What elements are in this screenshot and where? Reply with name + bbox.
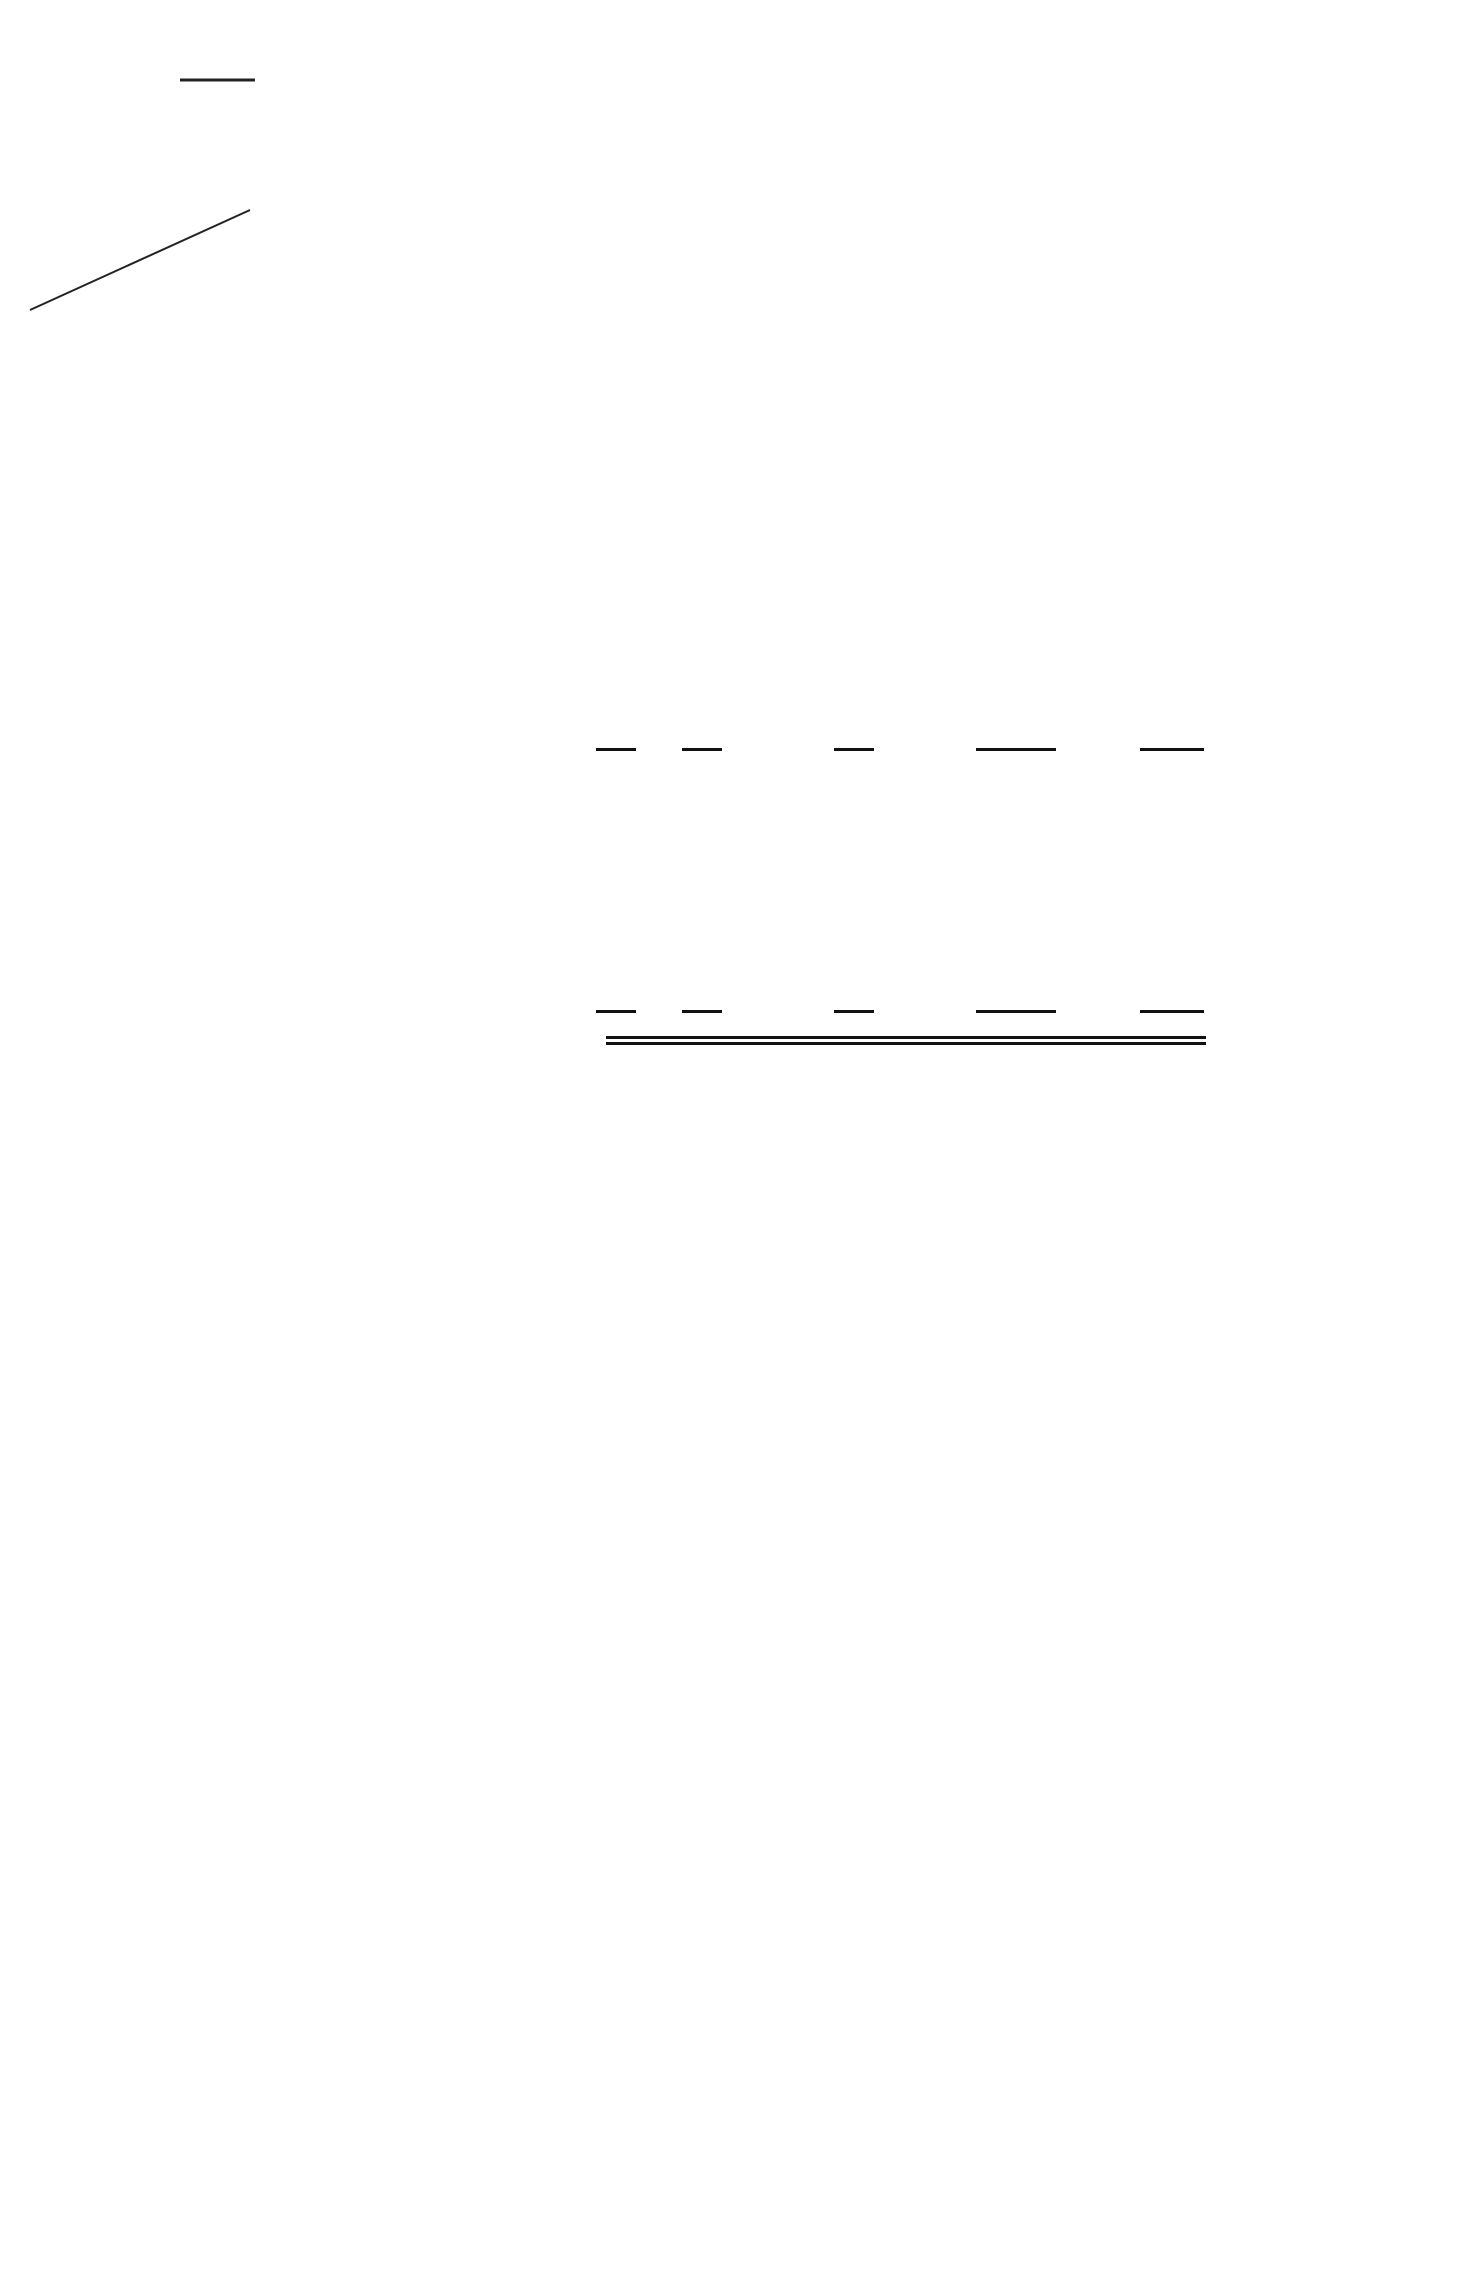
rule-nurse xyxy=(834,748,874,751)
op-rule-veh xyxy=(1140,1010,1204,1013)
grand-rule-2 xyxy=(606,1042,1206,1045)
op-rule-o xyxy=(596,1010,636,1013)
rule-o xyxy=(596,748,636,751)
handwritten-annotation xyxy=(0,60,280,320)
op-rule-em xyxy=(976,1010,1056,1013)
rule-veh xyxy=(1140,748,1204,751)
op-rule-nurse xyxy=(834,1010,874,1013)
rule-wo xyxy=(682,748,722,751)
rule-em xyxy=(976,748,1056,751)
grand-rule-1 xyxy=(606,1036,1206,1039)
op-rule-wo xyxy=(682,1010,722,1013)
